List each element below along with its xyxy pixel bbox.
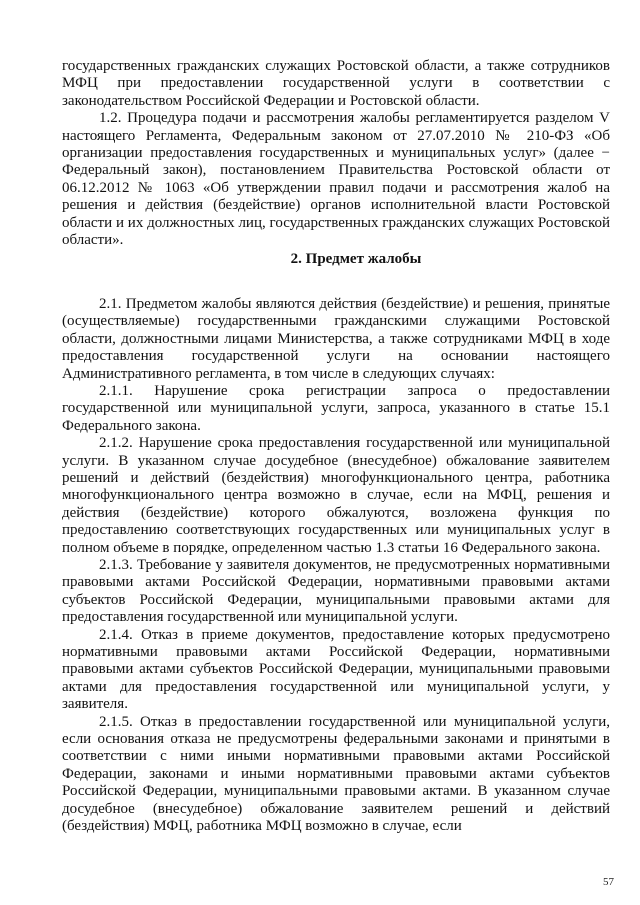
paragraph: 2.1. Предметом жалобы являются действия (бездействие) и решения, принятые (осуществляемые) государственными гражданскими служащими Ростовской области, должностными лицами Министерства, а также сотрудниками МФЦ в ходе предоставления государственной услуги на основании настоящего Административного регламента, в том числе в следующих случаях:: [62, 295, 610, 382]
paragraphs-after-heading: [62, 296, 610, 836]
spacer: [62, 269, 610, 296]
document-body: [62, 58, 610, 835]
paragraph: государственных гражданских служащих Ростовской области, а также сотрудников МФЦ при предоставлении государственной услуги в соответствии с законодательством Российской Федерации и Ростовской области.: [62, 58, 610, 109]
page-number: 57: [603, 876, 614, 888]
paragraphs-before-heading: [62, 58, 610, 249]
paragraph: 2.1.2. Нарушение срока предоставления государственной или муниципальной услуги. В указанном случае досудебное (внесудебное) обжалование заявителем решений и действий (бездействия) многофункционального центра, работника многофункционального центра возможно в случае, если на МФЦ, решения и действия (бездействие) которого обжалуются, возложена функция по предоставлению соответствующих государственных или муниципальных услуг в полном объеме в порядке, определенном частью 1.3 статьи 16 Федерального закона.: [62, 435, 610, 556]
paragraph: 1.2. Процедура подачи и рассмотрения жалобы регламентируется разделом V настоящего Регламента, Федеральным законом от 27.07.2010 № 210-ФЗ «Об организации предоставления государственных и муниципальных услуг» (далее − Федеральный закон), постановлением Правительства Ростовской области от 06.12.2012 № 1063 «Об утверждении правил подачи и рассмотрения жалоб на решения и действия (бездействие) органов исполнительной власти Ростовской области и их должностных лиц, государственных гражданских служащих Ростовской области».: [62, 110, 610, 249]
paragraph: 2.1.4. Отказ в приеме документов, предоставление которых предусмотрено нормативными правовыми актами Российской Федерации, нормативными правовыми актами субъектов Российской Федерации, муниципальными правовыми актами для предоставления государственной или муниципальной услуги, у заявителя.: [62, 626, 610, 713]
section-heading: 2. Предмет жалобы: [290, 251, 422, 268]
paragraph: 2.1.5. Отказ в предоставлении государственной или муниципальной услуги, если основания отказа не предусмотрены федеральными законами и принятыми в соответствии с ними иными нормативными правовыми актами Российской Федерации, законами и иными нормативными правовыми актами субъектов Российской Федерации, муниципальными правовыми актами. В указанном случае досудебное (внесудебное) обжалование заявителем решений и действий (бездействия) МФЦ, работника МФЦ возможно в случае, если: [62, 713, 610, 835]
paragraph: 2.1.1. Нарушение срока регистрации запроса о предоставлении государственной или муниципальной услуги, запроса, указанного в статье 15.1 Федерального закона.: [62, 382, 610, 434]
paragraph: 2.1.3. Требование у заявителя документов, не предусмотренных нормативными правовыми актами Российской Федерации, нормативными правовыми актами субъектов Российской Федерации, муниципальными правовыми актами для предоставления государственной или муниципальной услуги.: [62, 556, 610, 626]
